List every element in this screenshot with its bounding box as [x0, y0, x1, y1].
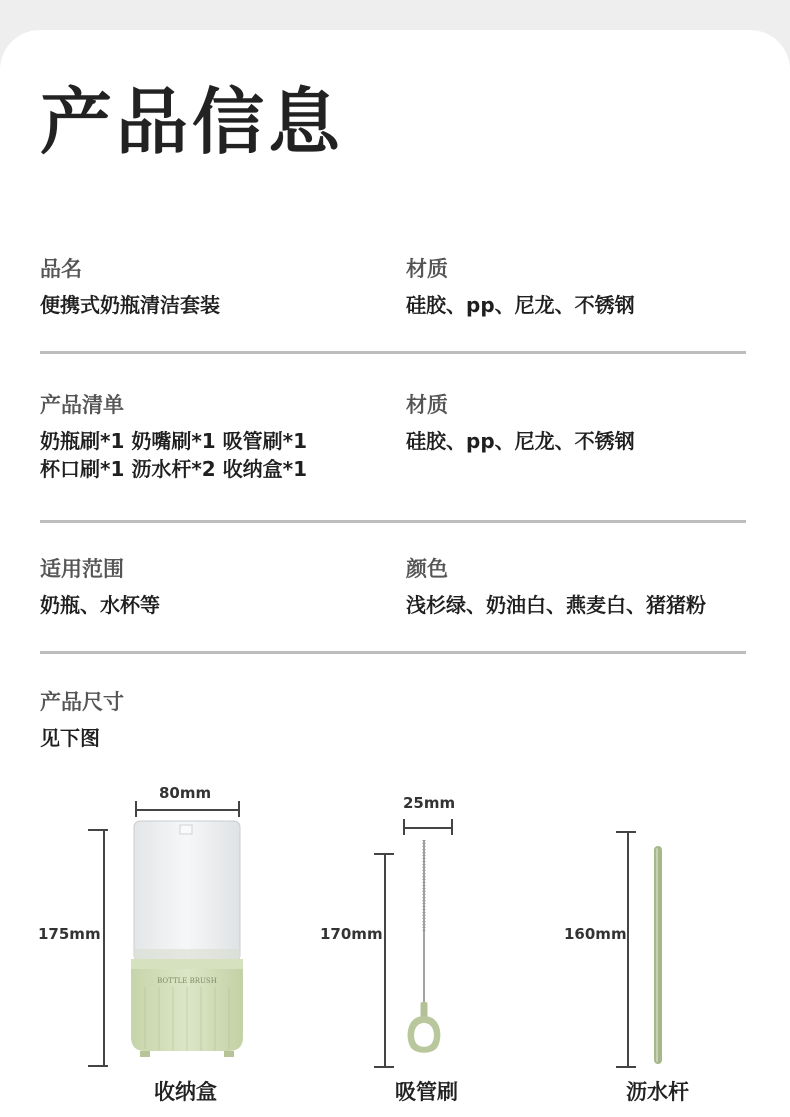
- drying-rod-image: [648, 842, 668, 1066]
- product-list-label: 产品清单: [40, 393, 124, 417]
- material-label-2: 材质: [406, 393, 448, 417]
- straw-brush-image: [396, 836, 452, 1062]
- material-label: 材质: [406, 257, 448, 281]
- page-title: 产品信息: [40, 80, 345, 164]
- usage-label: 适用范围: [40, 557, 124, 581]
- box-width-label: 80mm: [159, 784, 212, 802]
- product-list-line-2: 杯口刷*1 沥水杆*2 收纳盒*1: [40, 457, 308, 481]
- product-name-label: 品名: [40, 257, 82, 281]
- storage-box-image: [128, 815, 248, 1065]
- rod-height-tick-top: [616, 831, 636, 833]
- material-value-2: 硅胶、pp、尼龙、不锈钢: [406, 429, 635, 453]
- size-value: 见下图: [40, 726, 100, 750]
- straw-width-tick-right: [451, 819, 453, 835]
- material-value: 硅胶、pp、尼龙、不锈钢: [406, 293, 635, 317]
- rod-height-line: [627, 831, 629, 1067]
- straw-height-line: [384, 853, 386, 1067]
- product-list-line-1: 奶瓶刷*1 奶嘴刷*1 吸管刷*1: [40, 429, 308, 453]
- straw-height-tick-bottom: [374, 1066, 394, 1068]
- box-height-tick-top: [88, 829, 108, 831]
- box-width-line: [135, 809, 239, 811]
- rod-caption: 沥水杆: [626, 1080, 689, 1104]
- product-name-value: 便携式奶瓶清洁套装: [40, 293, 220, 317]
- usage-value: 奶瓶、水杯等: [40, 593, 160, 617]
- box-print-text: BOTTLE BRUSH: [157, 977, 217, 985]
- straw-caption: 吸管刷: [395, 1080, 458, 1104]
- divider: [40, 351, 746, 354]
- box-height-label: 175mm: [38, 925, 101, 943]
- straw-width-tick-left: [403, 819, 405, 835]
- color-label: 颜色: [406, 557, 448, 581]
- size-label: 产品尺寸: [40, 690, 124, 714]
- box-height-line: [103, 829, 105, 1066]
- straw-width-line: [403, 827, 452, 829]
- color-value: 浅杉绿、奶油白、燕麦白、猪猪粉: [406, 593, 706, 617]
- straw-height-label: 170mm: [320, 925, 383, 943]
- box-caption: 收纳盒: [154, 1080, 217, 1104]
- straw-width-label: 25mm: [403, 794, 456, 812]
- box-height-tick-bottom: [88, 1065, 108, 1067]
- divider: [40, 651, 746, 654]
- divider: [40, 520, 746, 523]
- straw-height-tick-top: [374, 853, 394, 855]
- rod-height-label: 160mm: [564, 925, 627, 943]
- rod-height-tick-bottom: [616, 1066, 636, 1068]
